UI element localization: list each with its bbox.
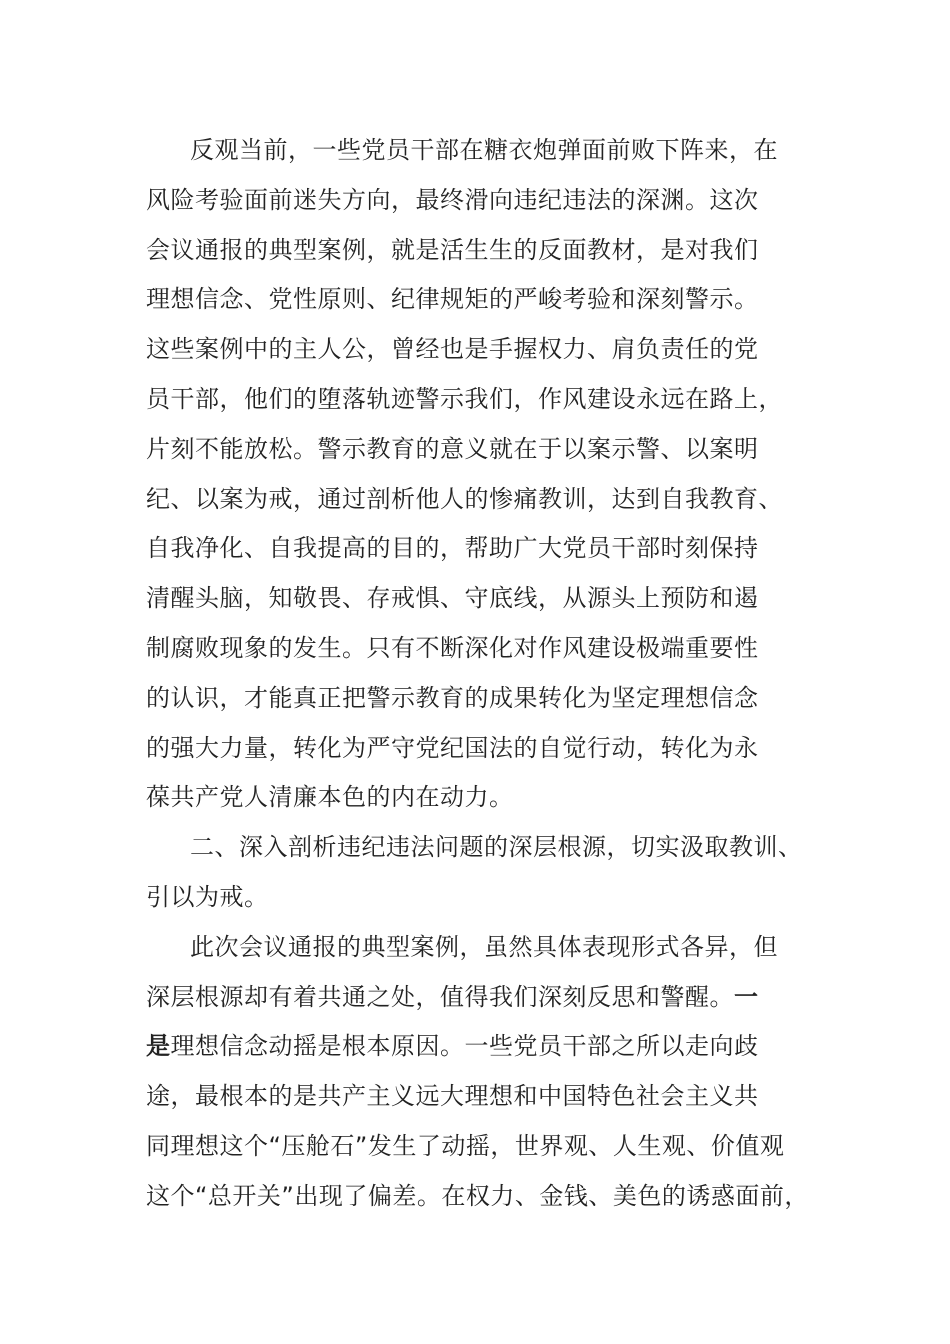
text-line: 葆共产党人清廉本色的内在动力。 (146, 783, 514, 812)
paragraph-root-causes (146, 923, 826, 1222)
section-heading-2 (146, 823, 826, 923)
text-line: 片刻不能放松。警示教育的意义就在于以案示警、以案明 (146, 434, 759, 463)
bold-marker: 是 (146, 1032, 171, 1061)
text-segment: 理想信念动摇是根本原因。一些党员干部之所以走向歧 (170, 1032, 759, 1061)
heading-line: 引以为戒。 (146, 882, 269, 911)
text-line: 同理想这个“压舱石”发生了动摇，世界观、人生观、价值观 (146, 1131, 785, 1160)
text-line: 纪、以案为戒，通过剖析他人的惨痛教训，达到自我教育、 (146, 484, 783, 513)
text-line (146, 1022, 826, 1072)
text-line: 自我净化、自我提高的目的，帮助广大党员干部时刻保持 (146, 534, 759, 563)
text-line: 这个“总开关”出现了偏差。在权力、金钱、美色的诱惑面前， (146, 1181, 809, 1210)
text-line: 这些案例中的主人公，曾经也是手握权力、肩负责任的党 (146, 335, 759, 364)
text-line: 会议通报的典型案例，就是活生生的反面教材，是对我们 (146, 235, 759, 264)
text-line: 风险考验面前迷失方向，最终滑向违纪违法的深渊。这次 (146, 185, 759, 214)
text-line: 此次会议通报的典型案例，虽然具体表现形式各异，但 (190, 932, 778, 961)
text-line (146, 973, 826, 1023)
paragraph-warning-significance (146, 126, 826, 823)
text-line: 的强大力量，转化为严守党纪国法的自觉行动，转化为永 (146, 733, 759, 762)
text-line: 反观当前，一些党员干部在糖衣炮弹面前败下阵来，在 (190, 136, 778, 164)
text-line: 制腐败现象的发生。只有不断深化对作风建设极端重要性 (146, 633, 759, 662)
text-line: 员干部，他们的堕落轨迹警示我们，作风建设永远在路上， (146, 384, 783, 413)
bold-marker: 一 (734, 982, 759, 1011)
text-segment: 深层根源却有着共通之处，值得我们深刻反思和警醒。 (146, 982, 734, 1011)
document-body (146, 126, 826, 1222)
text-line: 的认识，才能真正把警示教育的成果转化为坚定理想信念 (146, 683, 759, 712)
heading-line: 二、深入剖析违纪违法问题的深层根源，切实汲取教训、 (190, 833, 803, 862)
text-line: 清醒头脑，知敬畏、存戒惧、守底线，从源头上预防和遏 (146, 584, 759, 613)
text-line: 理想信念、党性原则、纪律规矩的严峻考验和深刻警示。 (146, 285, 759, 314)
text-line: 途，最根本的是共产主义远大理想和中国特色社会主义共 (146, 1082, 759, 1111)
